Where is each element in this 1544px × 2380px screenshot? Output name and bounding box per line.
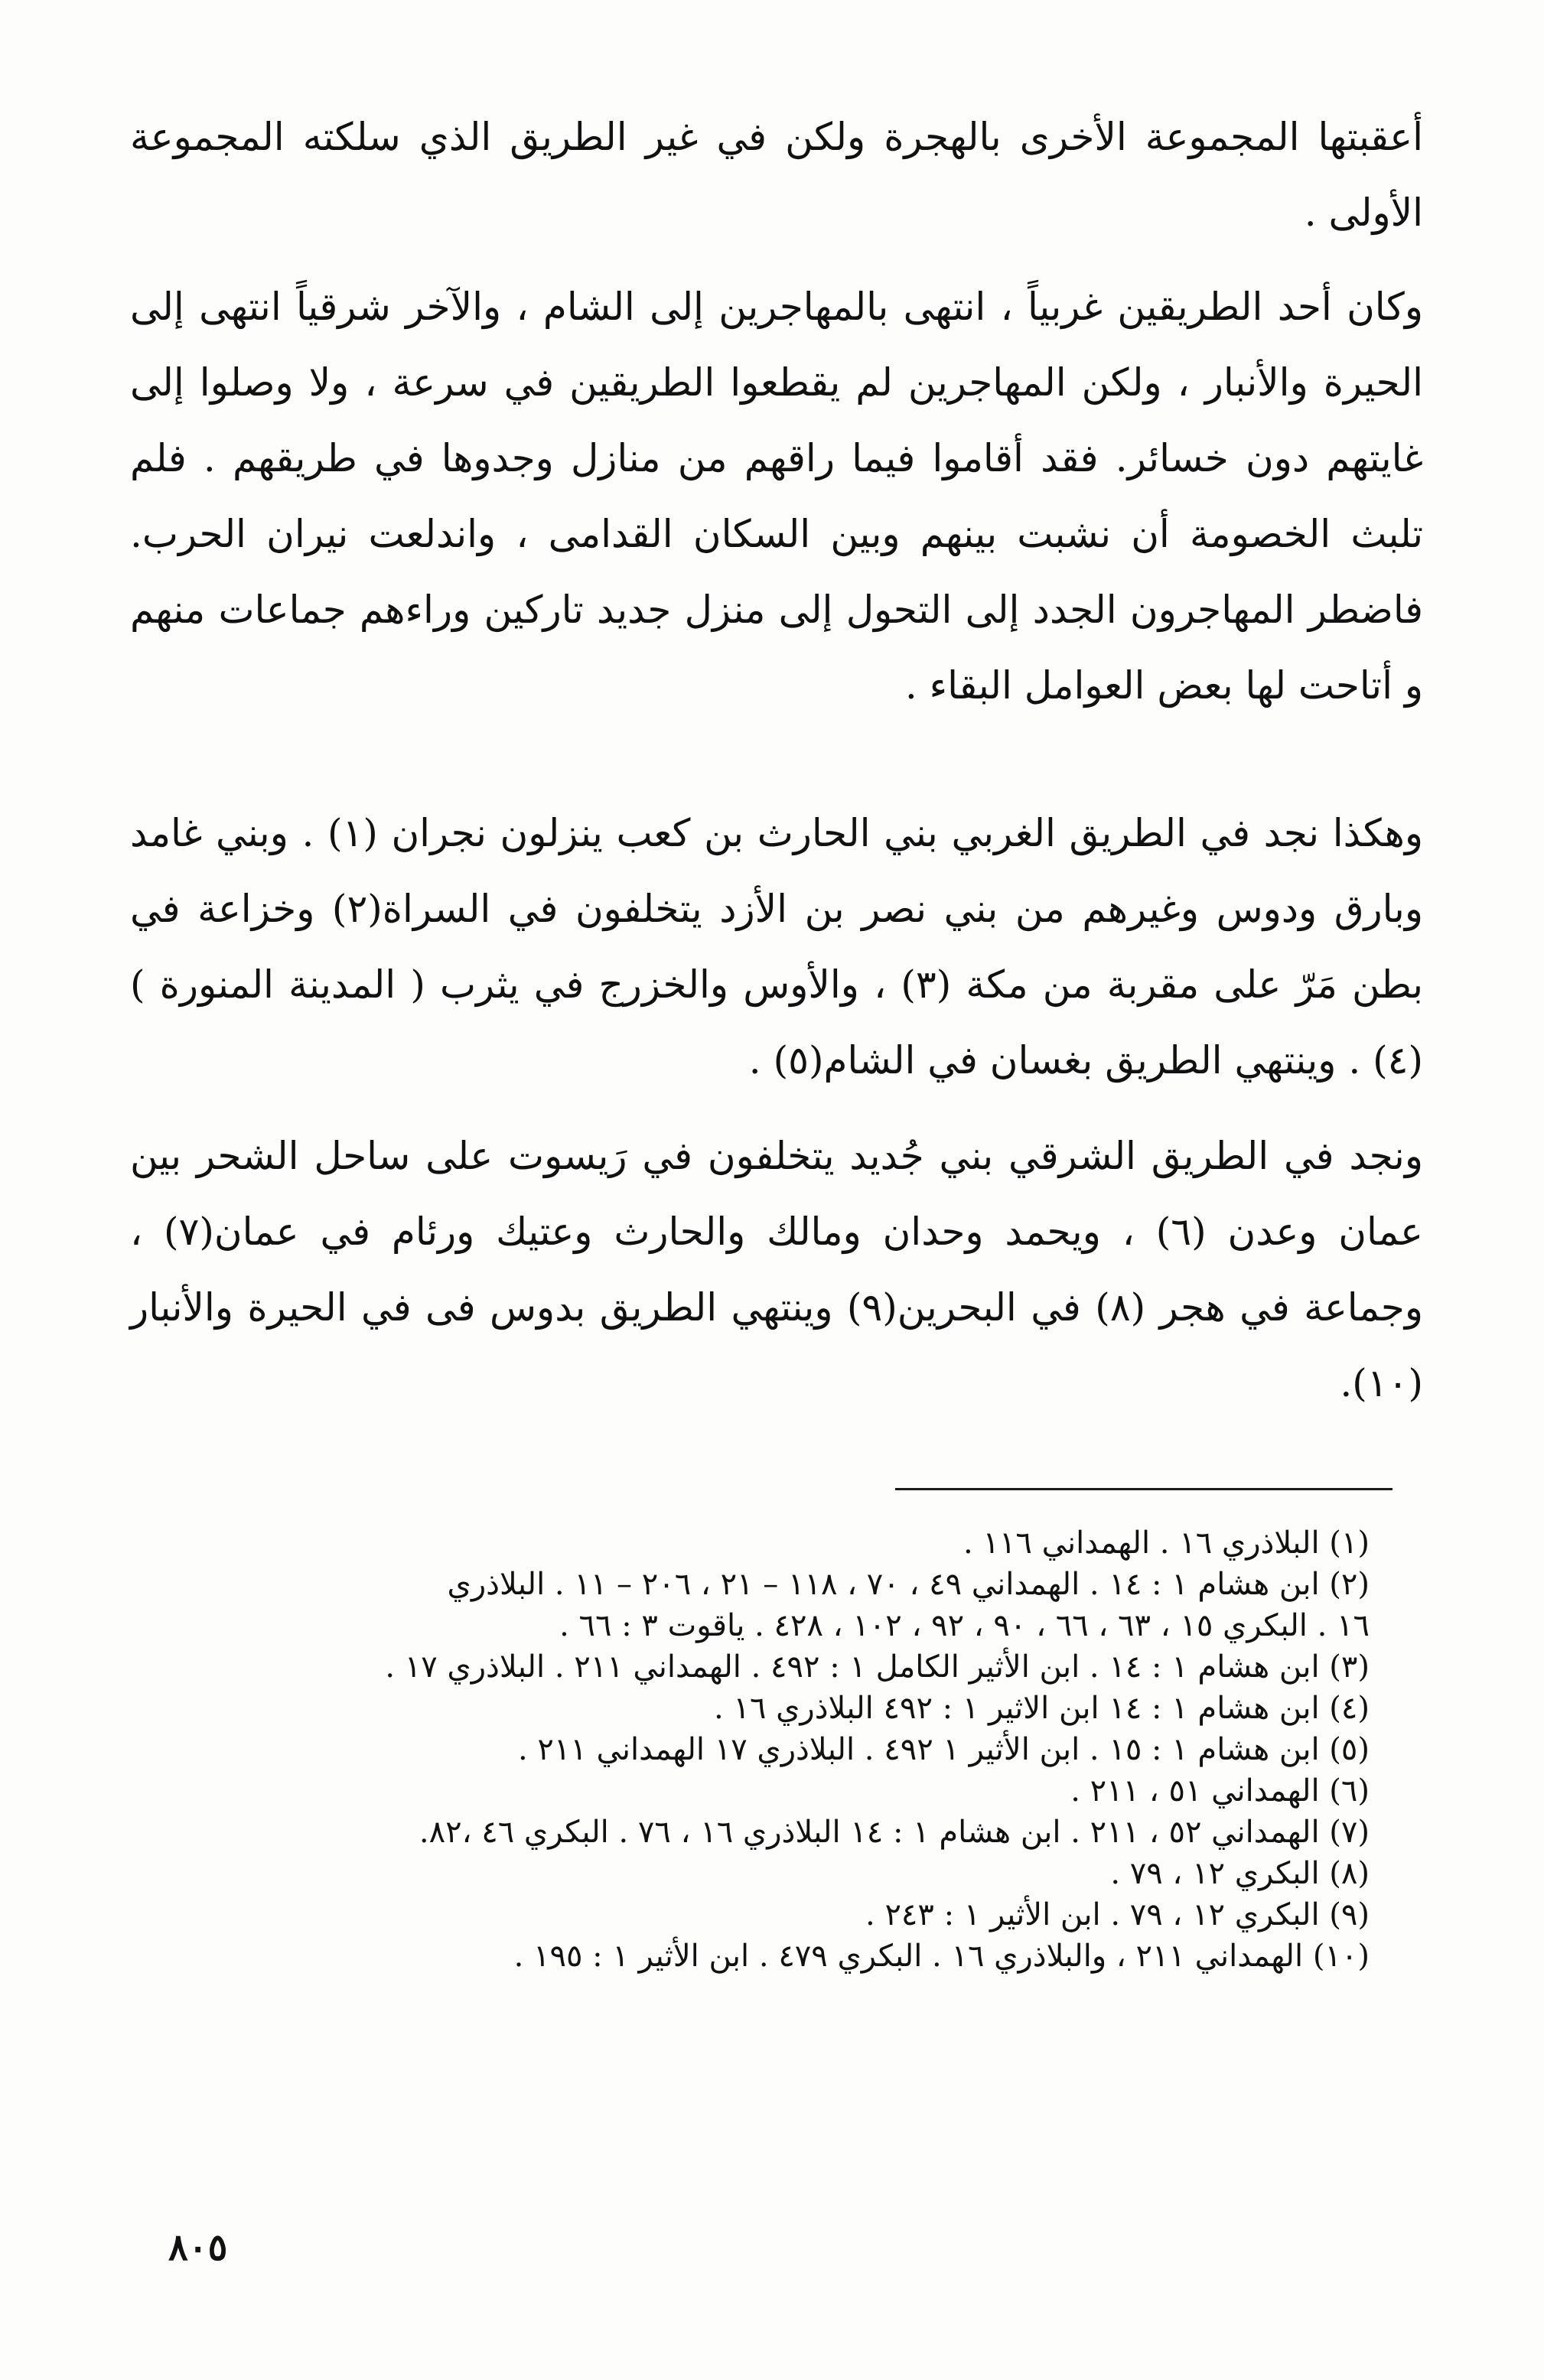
page-number: ٨٠٥ [168,2226,228,2269]
footnote-item: (٦) الهمداني ٥١ ، ٢١١ . [1070,1773,1370,1809]
footnote-separator [895,1488,1393,1490]
paragraph-text: وهكذا نجد في الطريق الغربي بني الحارث بن كعب ينزلون نجران (١) . وبني غامد وبارق ودوس وغيرهم من بني نصر بن الأزد يتخلفون في السراة(٢) وخزاعة في بطن مَرّ على مقربة من مكة (٣) ، والأوس والخزرج في يثرب ( المدينة المنورة ) (٤) . وينتهي الطريق بغسان في الشام(٥) . [130,811,1423,1083]
paragraph-text: ونجد في الطريق الشرقي بني جُديد يتخلفون في رَيسوت على ساحل الشحر بين عمان وعدن (٦) ، ويحمد وحدان ومالك والحارث وعتيك ورئام في عمان(٧) ، وجماعة في هجر (٨) في البحرين(٩) وينتهي الطريق بدوس فى في الحيرة والأنبار (١٠). [130,1134,1423,1405]
footnote-item: (٤) ابن هشام ١ : ١٤ ابن الاثير ١ : ٤٩٢ البلاذري ١٦ . [713,1691,1370,1726]
footnote-item: (٣) ابن هشام ١ : ١٤ . ابن الأثير الكامل ١ : ٤٩٢ . الهمداني ٢١١ . البلاذري ١٧ . [385,1649,1370,1685]
paragraph-intro [130,99,1423,251]
footnote-item: (١) البلاذري ١٦ . الهمداني ١١٦ . [963,1525,1370,1561]
footnote-item: (٢) ابن هشام ١ : ١٤ . الهمداني ٤٩ ، ٧٠ ، ١١٨ – ٢١ ، ٢٠٦ – ١١ . البلاذري [447,1567,1370,1602]
footnote-item: (٨) البكري ١٢ ، ٧٩ . [1110,1856,1370,1891]
footnote-item: ١٦ . البكري ١٥ ، ٦٣ ، ٦٦ ، ٩٠ ، ٩٢ ، ١٠٢ ، ٤٢٨ . ياقوت ٣ : ٦٦ . [559,1608,1370,1643]
paragraph-western-route [130,796,1423,1099]
paragraph-eastern-route [130,1118,1423,1421]
paragraph-text: أعقبتها المجموعة الأخرى بالهجرة ولكن في غير الطريق الذي سلكته المجموعة الأولى . [130,115,1423,235]
footnote-item: (٧) الهمداني ٥٢ ، ٢١١ . ابن هشام ١ : ١٤ البلاذري ١٦ ، ٧٦ . البكري ٤٦ ،٨٢. [419,1815,1370,1850]
footnotes-list [115,1522,1370,1977]
paragraph-two-routes [130,269,1423,724]
paragraph-text: وكان أحد الطريقين غربياً ، انتهى بالمهاجرين إلى الشام ، والآخر شرقياً انتهى إلى الحيرة والأنبار ، ولكن المهاجرين لم يقطعوا الطريقين في سرعة ، ولا وصلوا إلى غايتهم دون خسائر. فقد أقاموا فيما راقهم من منازل وجدوها في طريقهم . فلم تلبث الخصومة أن نشبت بينهم وبين السكان القدامى ، واندلعت نيران الحرب. فاضطر المهاجرون الجدد إلى التحول إلى منزل جديد تاركين وراءهم جماعات منهم و أتاحت لها بعض العوامل البقاء . [130,285,1423,708]
footnote-item: (١٠) الهمداني ٢١١ ، والبلاذري ١٦ . البكري ٤٧٩ . ابن الأثير ١ : ١٩٥ . [513,1939,1370,1974]
footnote-item: (٥) ابن هشام ١ : ١٥ . ابن الأثير ١ ٤٩٢ . البلاذري ١٧ الهمداني ٢١١ . [517,1732,1370,1767]
footnote-item: (٩) البكري ١٢ ، ٧٩ . ابن الأثير ١ : ٢٤٣ . [865,1897,1370,1932]
